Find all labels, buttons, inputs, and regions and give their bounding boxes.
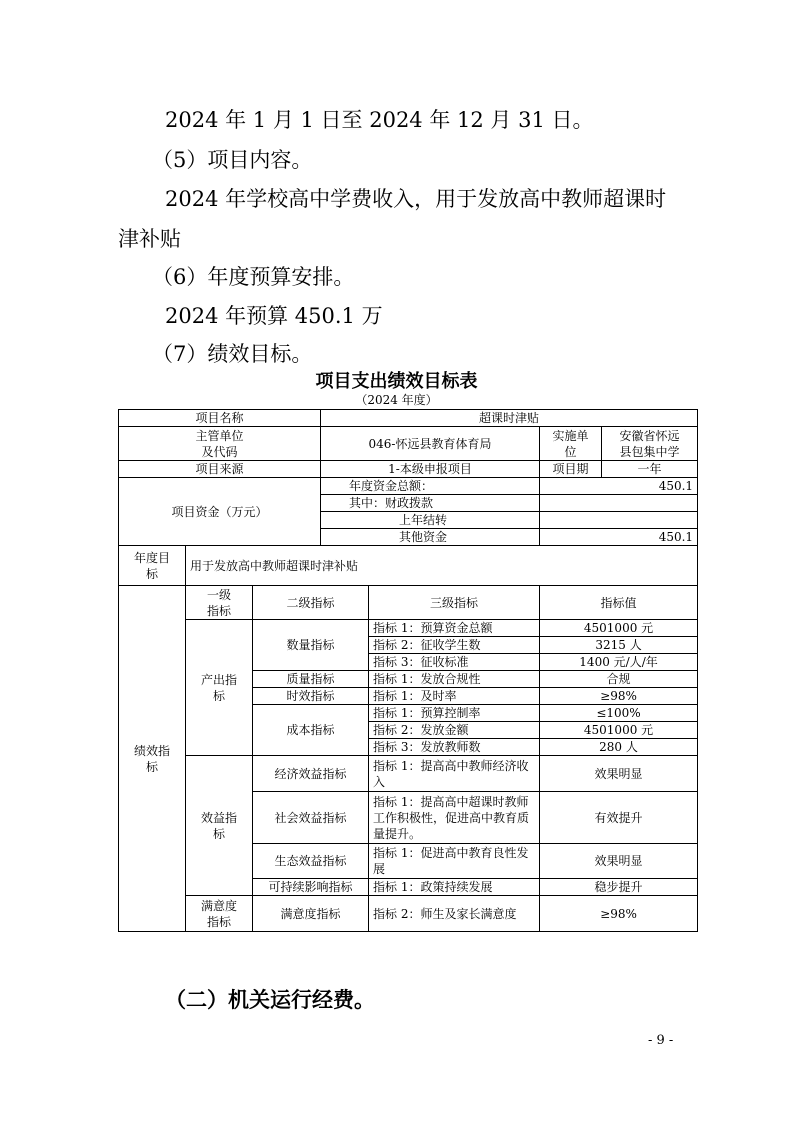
- quantity-item-2: 指标 2：征收学生数: [369, 637, 540, 654]
- quality-value-1: 合规: [540, 671, 698, 688]
- funds-total-label: 年度资金总额：: [321, 478, 540, 495]
- project-name-value: 超课时津贴: [321, 410, 698, 427]
- quantity-label: 数量指标: [253, 620, 369, 671]
- section-heading: （二）机关运行经费。: [165, 988, 375, 1012]
- funds-fiscal-value: [540, 495, 698, 512]
- funds-carryover-label: 上年结转: [321, 512, 540, 529]
- performance-table: [118, 409, 697, 932]
- col-l3-header: 三级指标: [369, 586, 540, 620]
- paragraph-6: 2024 年预算 450.1 万: [165, 304, 383, 328]
- period-value: 一年: [602, 461, 698, 478]
- social-item-1: 指标 1：提高高中超课时教师工作积极性，促进高中教育质量提升。: [369, 792, 540, 844]
- funds-other-label: 其他资金: [321, 529, 540, 546]
- col-l1-header: 一级 指标: [186, 586, 253, 620]
- source-label: 项目来源: [119, 461, 321, 478]
- funds-fiscal-label: 其中：财政拨款: [321, 495, 540, 512]
- quantity-item-3: 指标 3：征收标准: [369, 654, 540, 671]
- cost-value-1: ≤100%: [540, 705, 698, 722]
- cost-value-3: 280 人: [540, 739, 698, 756]
- cost-value-2: 4501000 元: [540, 722, 698, 739]
- paragraph-1: 2024 年 1 月 1 日至 2024 年 12 月 31 日。: [165, 108, 594, 132]
- time-item-1: 指标 1：及时率: [369, 688, 540, 705]
- sustain-label: 可持续影响指标: [253, 879, 369, 896]
- econ-value-1: 效果明显: [540, 756, 698, 792]
- source-value: 1-本级申报项目: [321, 461, 540, 478]
- funds-label: 项目资金（万元）: [119, 478, 321, 546]
- eco-item-1: 指标 1：促进高中教育良性发展: [369, 844, 540, 879]
- paragraph-5: （6）年度预算安排。: [152, 265, 355, 289]
- funds-other-value: 450.1: [540, 529, 698, 546]
- eco-label: 生态效益指标: [253, 844, 369, 879]
- page-number: - 9 -: [648, 1033, 674, 1048]
- paragraph-4: 津补贴: [118, 227, 181, 251]
- satisfy-l1-label: 满意度 指标: [186, 896, 253, 932]
- time-value-1: ≥98%: [540, 688, 698, 705]
- quantity-value-2: 3215 人: [540, 637, 698, 654]
- output-label: 产出指 标: [186, 620, 253, 756]
- quantity-value-3: 1400 元/人/年: [540, 654, 698, 671]
- sustain-value-1: 稳步提升: [540, 879, 698, 896]
- period-label: 项目期: [540, 461, 602, 478]
- cost-item-1: 指标 1：预算控制率: [369, 705, 540, 722]
- table-subtitle: （2024 年度）: [355, 393, 438, 407]
- dept-label: 主管单位 及代码: [119, 427, 321, 461]
- funds-total-value: 450.1: [540, 478, 698, 495]
- impl-value: 安徽省怀远 县包集中学: [602, 427, 698, 461]
- social-label: 社会效益指标: [253, 792, 369, 844]
- quantity-item-1: 指标 1：预算资金总额: [369, 620, 540, 637]
- quality-label: 质量指标: [253, 671, 369, 688]
- social-value-1: 有效提升: [540, 792, 698, 844]
- satisfy-label: 满意度指标: [253, 896, 369, 932]
- time-label: 时效指标: [253, 688, 369, 705]
- col-l2-header: 二级指标: [253, 586, 369, 620]
- funds-carryover-value: [540, 512, 698, 529]
- table-title: 项目支出绩效目标表: [315, 371, 478, 392]
- cost-item-3: 指标 3：发放教师数: [369, 739, 540, 756]
- paragraph-3: 2024 年学校高中学费收入，用于发放高中教师超课时: [165, 187, 667, 211]
- sustain-item-1: 指标 1：政策持续发展: [369, 879, 540, 896]
- impl-label: 实施单 位: [540, 427, 602, 461]
- econ-label: 经济效益指标: [253, 756, 369, 792]
- quantity-value-1: 4501000 元: [540, 620, 698, 637]
- paragraph-7: （7）绩效目标。: [152, 342, 313, 366]
- satisfy-item-1: 指标 2：师生及家长满意度: [369, 896, 540, 932]
- annual-goal-text: 用于发放高中教师超课时津补贴: [186, 546, 698, 586]
- quality-item-1: 指标 1：发放合规性: [369, 671, 540, 688]
- annual-goal-label: 年度目 标: [119, 546, 186, 586]
- cost-item-2: 指标 2：发放金额: [369, 722, 540, 739]
- econ-item-1: 指标 1：提高高中教师经济收入: [369, 756, 540, 792]
- benefit-label: 效益指 标: [186, 756, 253, 896]
- satisfy-value-1: ≥98%: [540, 896, 698, 932]
- project-name-label: 项目名称: [119, 410, 321, 427]
- perf-label: 绩效指 标: [119, 586, 186, 932]
- eco-value-1: 效果明显: [540, 844, 698, 879]
- dept-value: 046-怀远县教育体育局: [321, 427, 540, 461]
- paragraph-2: （5）项目内容。: [152, 148, 313, 172]
- col-val-header: 指标值: [540, 586, 698, 620]
- cost-label: 成本指标: [253, 705, 369, 756]
